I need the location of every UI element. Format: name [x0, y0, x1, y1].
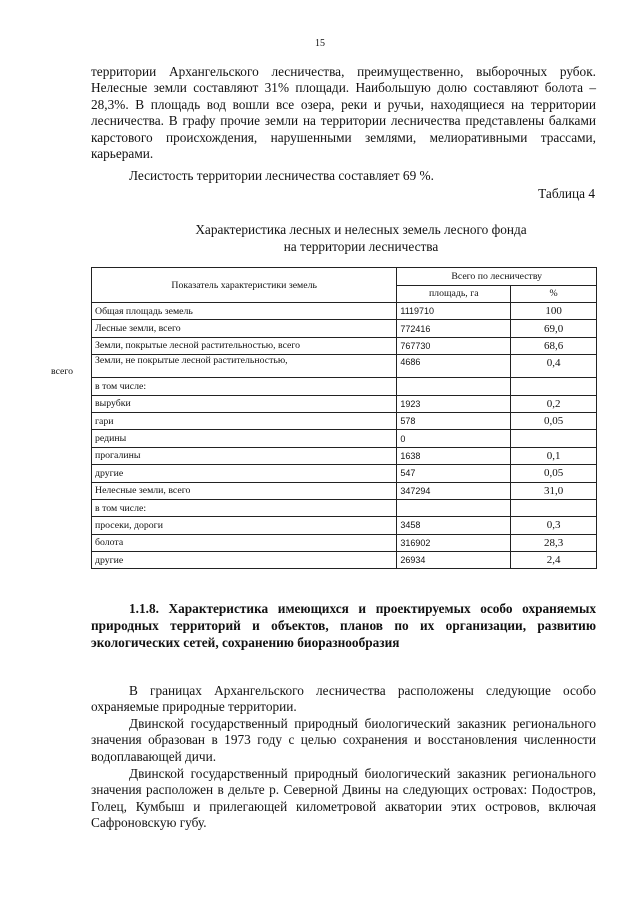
row-label: в том числе: — [92, 378, 397, 395]
row-label-line1: Земли, не покрытые лесной растительностью, — [95, 355, 288, 367]
row-area: 547 — [397, 465, 511, 482]
row-pct — [511, 430, 597, 447]
section-title: 1.1.8. Характеристика имеющихся и проектируемых особо охраняемых природных территорий и объектов, планов по их организации, развитию экологических сетей, сохранению биоразнообразия — [91, 601, 596, 650]
table-caption-line2: на территории лесничества — [283, 239, 439, 254]
row-label-line2: всего — [51, 366, 74, 378]
row-label: просеки, дороги — [92, 517, 397, 534]
row-area — [397, 499, 511, 516]
table-row — [92, 482, 597, 499]
row-label: в том числе: — [92, 499, 397, 516]
row-area: 1119710 — [397, 303, 511, 320]
table-row — [92, 412, 597, 429]
row-pct: 31,0 — [511, 482, 597, 499]
row-area: 1638 — [397, 447, 511, 464]
table-row — [92, 430, 597, 447]
row-pct: 68,6 — [511, 337, 597, 354]
row-area: 4686 — [397, 355, 511, 378]
row-area: 26934 — [397, 552, 511, 569]
table-row — [92, 320, 597, 337]
table-row — [92, 395, 597, 412]
table-row — [92, 517, 597, 534]
forest-cover-paragraph: Лесистость территории лесничества составляет 69 %. — [129, 168, 434, 183]
row-label: другие — [92, 552, 397, 569]
row-pct: 0,05 — [511, 412, 597, 429]
col-total-header: Всего по лесничеству — [397, 268, 597, 286]
col-pct-header: % — [511, 285, 597, 303]
row-pct: 0,2 — [511, 395, 597, 412]
row-pct: 0,05 — [511, 465, 597, 482]
row-pct: 0,4 — [511, 355, 597, 378]
paragraph-reserve-founded: Двинской государственный природный биологический заказник регионального значения образован в 1973 году с целью сохранения и восстановления численности водоплавающей дичи. — [91, 716, 596, 764]
table-caption — [91, 221, 631, 255]
row-pct: 0,1 — [511, 447, 597, 464]
table-row — [92, 355, 597, 378]
row-pct: 2,4 — [511, 552, 597, 569]
row-area: 347294 — [397, 482, 511, 499]
row-pct: 69,0 — [511, 320, 597, 337]
row-area: 1923 — [397, 395, 511, 412]
paragraph-reserve-location: Двинской государственный природный биологический заказник регионального значения расположен в дельте р. Северной Двины на следующих островах: Подостров, Голец, Кумбыш и прилегающей километровой акватории этих островов, включая Сафроновскую губу. — [91, 766, 596, 831]
row-label: Лесные земли, всего — [92, 320, 397, 337]
row-label: Нелесные земли, всего — [92, 482, 397, 499]
table-caption-line1: Характеристика лесных и нелесных земель лесного фонда — [195, 222, 527, 237]
row-area: 767730 — [397, 337, 511, 354]
table-row — [92, 499, 597, 516]
row-pct: 100 — [511, 303, 597, 320]
row-label: Общая площадь земель — [92, 303, 397, 320]
row-area: 3458 — [397, 517, 511, 534]
intro-paragraph: территории Архангельского лесничества, преимущественно, выборочных рубок. Нелесные земли составляют 31% площади. Наибольшую долю составляют болота – 28,3%. В площадь вод вошли все озера, реки и ручьи, находящиеся на территории лесничества. В графу прочие земли на территории лесничества представлены балками карстового происхождения, нарушенными землями, мелиоративными трассами, карьерами. — [91, 64, 596, 162]
row-label: другие — [92, 465, 397, 482]
row-pct: 28,3 — [511, 534, 597, 551]
row-area: 578 — [397, 412, 511, 429]
row-area: 0 — [397, 430, 511, 447]
col-indicator-header: Показатель характеристики земель — [92, 268, 397, 303]
paragraph-protected-areas: В границах Архангельского лесничества расположены следующие особо охраняемые природные территории. — [91, 683, 596, 715]
row-pct: 0,3 — [511, 517, 597, 534]
row-label: болота — [92, 534, 397, 551]
table-row — [92, 447, 597, 464]
row-label: редины — [92, 430, 397, 447]
row-area: 316902 — [397, 534, 511, 551]
table-row — [92, 337, 597, 354]
row-label: вырубки — [92, 395, 397, 412]
table-row — [92, 465, 597, 482]
col-area-header: площадь, га — [397, 285, 511, 303]
table-row — [92, 378, 597, 395]
table-row — [92, 534, 597, 551]
row-pct — [511, 499, 597, 516]
row-area: 772416 — [397, 320, 511, 337]
table-label: Таблица 4 — [538, 186, 595, 201]
page-number: 15 — [315, 38, 325, 49]
table-row — [92, 552, 597, 569]
row-pct — [511, 378, 597, 395]
row-label: гари — [92, 412, 397, 429]
row-label: Земли, покрытые лесной растительностью, всего — [92, 337, 397, 354]
row-label — [51, 355, 397, 378]
table-row — [92, 303, 597, 320]
row-area — [397, 378, 511, 395]
row-label: прогалины — [92, 447, 397, 464]
land-characteristics-table — [51, 267, 597, 569]
